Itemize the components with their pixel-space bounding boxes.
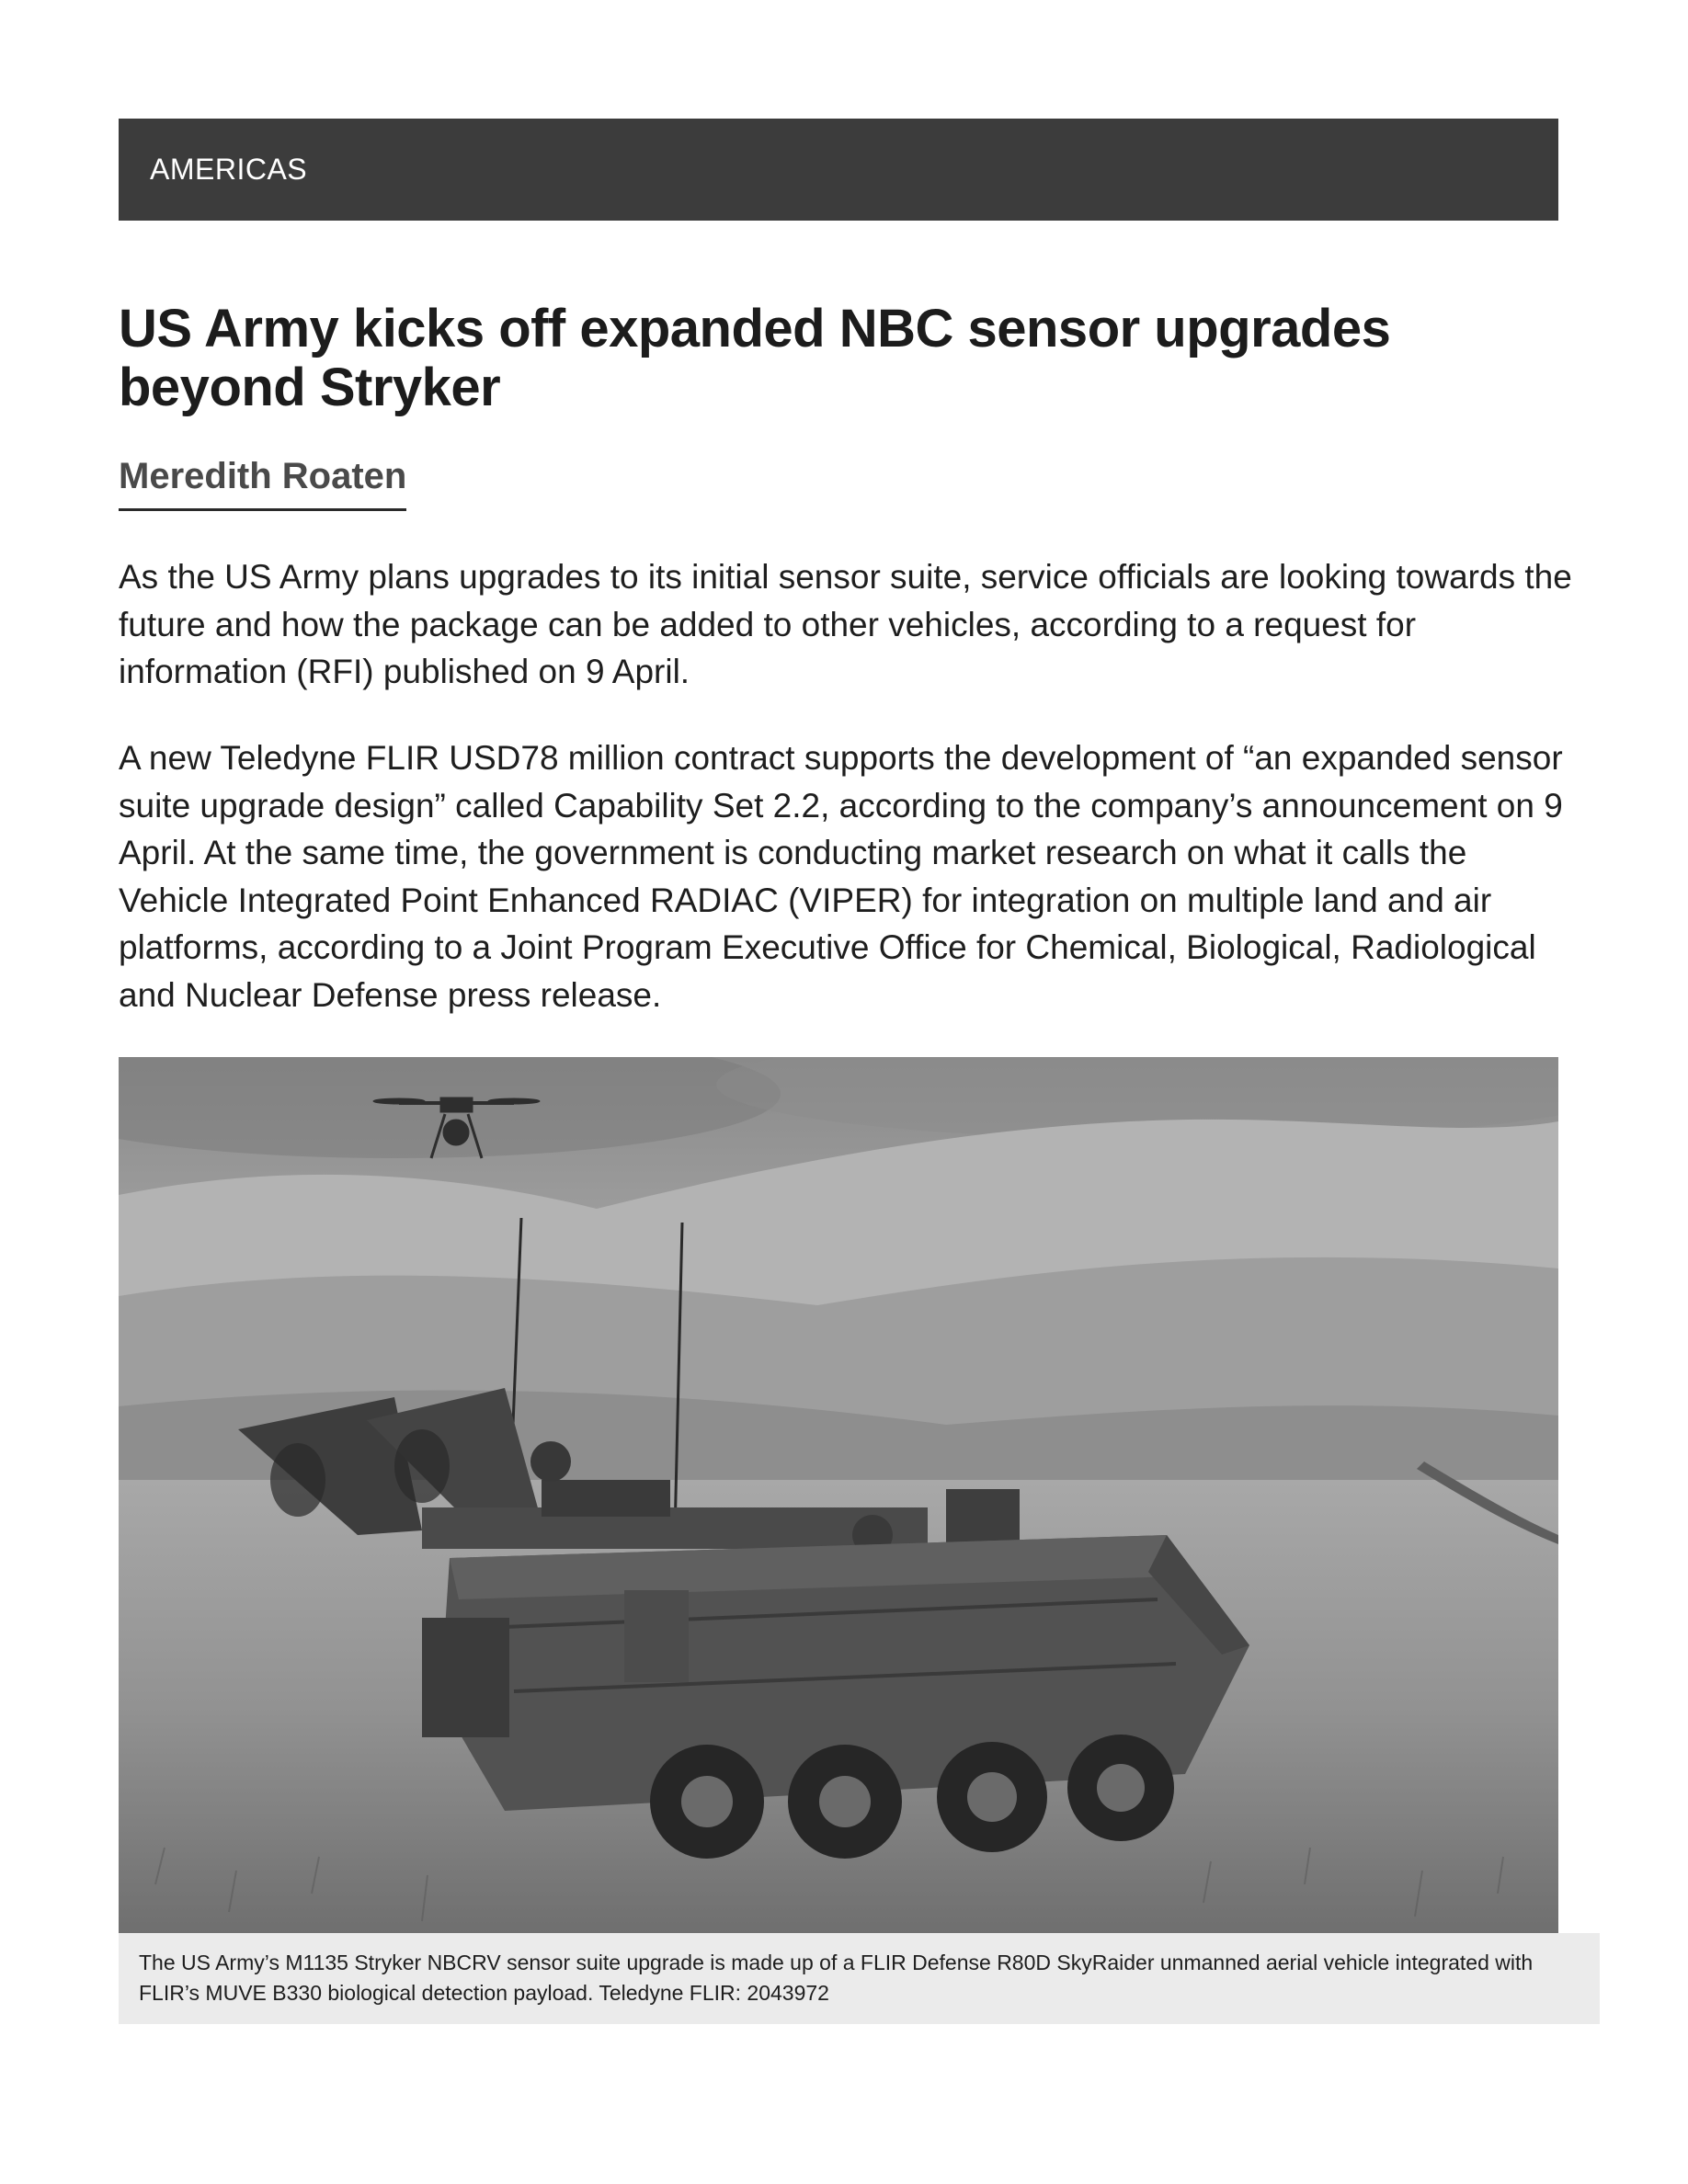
photo-caption-text: The US Army’s M1135 Stryker NBCRV sensor suite upgrade is made up of a FLIR Defense R80D SkyRaider unmanned aerial vehicle integrated with FLIR’s MUVE B330 biological detection payload. Teledyne FLIR: 2043972 [139, 1951, 1534, 2005]
photo-caption [119, 1933, 1600, 2024]
section-banner [119, 119, 1558, 221]
author-byline[interactable]: Meredith Roaten [119, 456, 406, 511]
article-paragraph-2: A new Teledyne FLIR USD78 million contract supports the development of “an expanded sensor suite upgrade design” called Capability Set 2.2, according to the company’s announcement on 9 April. At the same time, the government is conducting market research on what it calls the Vehicle Integrated Point Enhanced RADIAC (VIPER) for integration on multiple land and air platforms, according to a Joint Program Executive Office for Chemical, Biological, Radiological and Nuclear Defense press release. [119, 739, 1563, 1014]
stryker-photo-illustration [119, 1057, 1558, 1933]
article-paragraph-1: As the US Army plans upgrades to its initial sensor suite, service officials are looking towards the future and how the package can be added to other vehicles, according to a request for information (RFI) published on 9 April. [119, 558, 1572, 690]
article-headline: US Army kicks off expanded NBC sensor upgrades beyond Stryker [119, 299, 1391, 417]
article-photo [119, 1057, 1558, 1933]
section-label: AMERICAS [150, 153, 308, 186]
